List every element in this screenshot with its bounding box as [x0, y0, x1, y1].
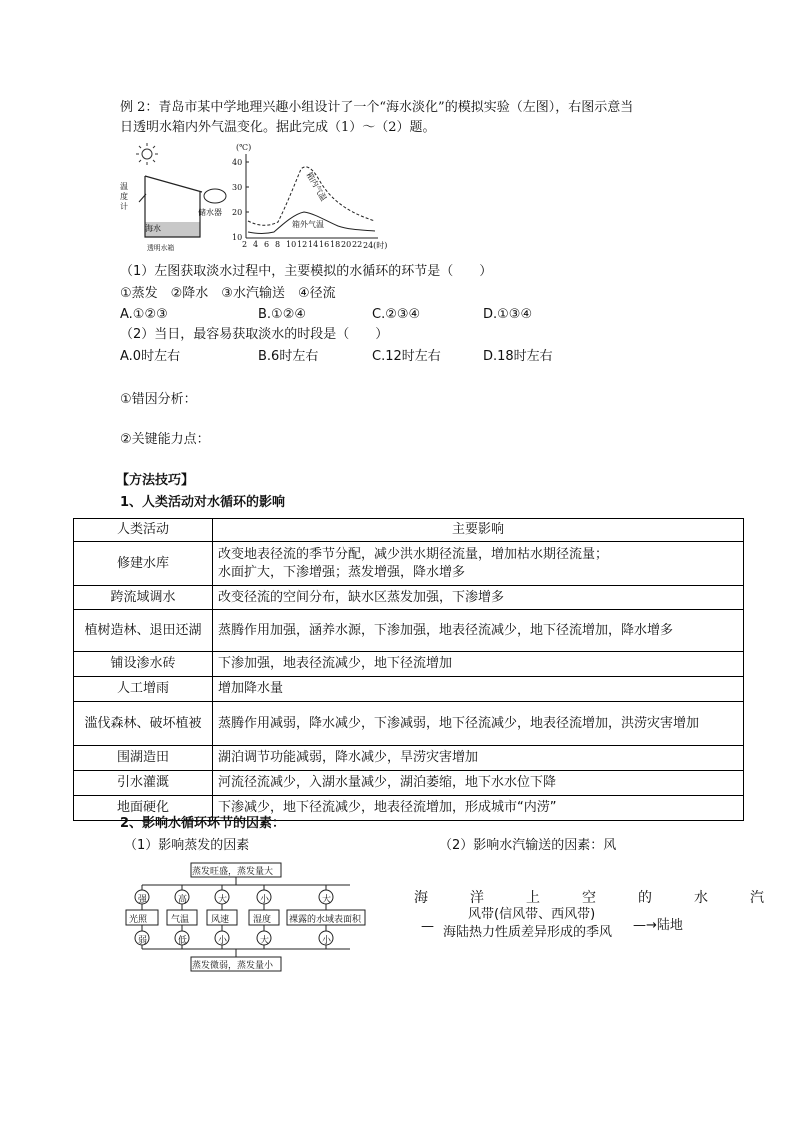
row-effect-line: 水面扩大，下渗增强；蒸发增强，降水增多 — [218, 564, 466, 580]
row-effect — [213, 542, 744, 586]
x-tick: 6 — [264, 240, 270, 249]
q1-option-c: C.②③④ — [372, 307, 421, 322]
high-wind: 大 — [218, 895, 228, 905]
low-surface: 小 — [322, 936, 332, 946]
to-land-arrow: —→陆地 — [633, 918, 683, 933]
thermometer-label: 温度计 — [120, 182, 128, 211]
section-1-title: 1、人类活动对水循环的影响 — [120, 495, 286, 510]
q1-option-a: A.①②③ — [120, 307, 168, 322]
collector-label: 储水器 — [198, 208, 222, 217]
row-activity: 跨流域调水 — [74, 586, 213, 610]
x-tick: 24(时) — [363, 241, 388, 250]
q2-option-b: B.6时左右 — [258, 349, 319, 364]
q1-items: ①蒸发 ②降水 ③水汽输送 ④径流 — [120, 286, 336, 301]
vapor-title: （2）影响水汽输送的因素：风 — [439, 838, 617, 853]
q2-option-a: A.0时左右 — [120, 349, 181, 364]
low-wind: 小 — [218, 936, 228, 946]
vapor-char: 水 — [694, 890, 708, 906]
x-tick: 2 — [242, 240, 248, 249]
row-effect: 湖泊调节功能减弱，降水减少，旱涝灾害增加 — [213, 746, 744, 771]
tank-label: 透明水箱 — [147, 243, 175, 252]
outside-temp-label: 箱外气温 — [292, 220, 324, 229]
x-tick: 18 — [330, 240, 341, 249]
q1-option-d: D.①③④ — [483, 307, 533, 322]
wind-belt-label: 风带(信风带、西风带) — [468, 907, 596, 922]
header-effect: 主要影响 — [213, 519, 744, 542]
vapor-dash: — — [421, 919, 434, 934]
q2-option-d: D.18时左右 — [483, 349, 553, 364]
row-effect: 增加降水量 — [213, 677, 744, 702]
high-temp: 高 — [178, 895, 188, 905]
x-tick: 12 — [297, 240, 308, 249]
x-tick: 14 — [308, 240, 319, 249]
x-tick: 16 — [319, 240, 330, 249]
y-tick-40: 40 — [232, 158, 243, 167]
factor-wind: 风速 — [211, 915, 230, 925]
x-tick: 8 — [275, 240, 281, 249]
q2-option-c: C.12时左右 — [372, 349, 441, 364]
header-activity: 人类活动 — [74, 519, 213, 542]
row-effect: 改变径流的空间分布，缺水区蒸发加强，下渗增多 — [213, 586, 744, 610]
factor-humidity: 湿度 — [253, 915, 272, 925]
y-tick-30: 30 — [232, 183, 243, 192]
section-2-title: 2、影响水循环环节的因素： — [120, 816, 286, 831]
experiment-figure — [118, 140, 230, 260]
q1-option-b: B.①②④ — [258, 307, 307, 322]
high-surface: 大 — [322, 895, 332, 905]
y-tick-10: 10 — [232, 233, 243, 242]
row-effect: 河流径流减少，入湖水量减少，湖泊萎缩，地下水水位下降 — [213, 771, 744, 796]
low-temp: 低 — [178, 936, 188, 946]
row-activity: 修建水库 — [74, 542, 213, 586]
vapor-char: 汽 — [750, 890, 764, 906]
vapor-char: 洋 — [470, 890, 484, 906]
x-tick: 22 — [352, 240, 363, 249]
evaporation-title: （1）影响蒸发的因素 — [124, 838, 250, 853]
factor-temperature: 气温 — [171, 915, 190, 925]
y-tick-20: 20 — [232, 208, 243, 217]
table-row — [74, 746, 744, 771]
vapor-char: 的 — [638, 890, 652, 906]
table-row — [74, 702, 744, 746]
row-effect-line: 改变地表径流的季节分配，减少洪水期径流量，增加枯水期径流量； — [218, 546, 609, 562]
low-light: 弱 — [138, 936, 148, 946]
chart-unit: (℃) — [236, 143, 252, 152]
low-humidity: 大 — [260, 936, 270, 946]
row-effect: 下渗加强，地表径流减少，地下径流增加 — [213, 652, 744, 677]
row-activity: 植树造林、退田还湖 — [74, 610, 213, 652]
high-light: 强 — [138, 895, 148, 905]
row-effect: 蒸腾作用减弱，降水减少，下渗减弱，地下径流减少，地表径流增加，洪涝灾害增加 — [213, 702, 744, 746]
row-activity: 地面硬化 — [74, 796, 213, 821]
row-effect: 蒸腾作用加强，涵养水源，下渗加强，地表径流减少，地下径流增加，降水增多 — [213, 610, 744, 652]
error-analysis-label: ①错因分析： — [120, 392, 197, 407]
factor-light: 光照 — [129, 915, 148, 925]
example-line-1: 例 2：青岛市某中学地理兴趣小组设计了一个“海水淡化”的模拟实验（左图），右图示意当 — [120, 100, 634, 115]
table-row — [74, 771, 744, 796]
row-activity: 引水灌溉 — [74, 771, 213, 796]
vapor-line-1 — [414, 887, 764, 907]
row-activity: 铺设渗水砖 — [74, 652, 213, 677]
factor-water-surface: 裸露的水域表面积 — [289, 915, 362, 925]
evap-top-label: 蒸发旺盛，蒸发量大 — [192, 867, 274, 877]
table-row — [74, 677, 744, 702]
row-activity: 人工增雨 — [74, 677, 213, 702]
evap-bottom-label: 蒸发微弱，蒸发量小 — [192, 961, 274, 971]
inside-temp-label: 箱内气温 — [304, 170, 329, 203]
q1-stem: （1）左图获取淡水过程中，主要模拟的水循环的环节是（ ） — [120, 264, 493, 279]
table-row — [74, 586, 744, 610]
vapor-char: 空 — [582, 890, 596, 906]
example-line-2: 日透明水箱内外气温变化。据此完成（1）～（2）题。 — [120, 120, 436, 135]
sun-icon — [136, 143, 158, 165]
vapor-char: 上 — [526, 890, 540, 906]
row-effect: 下渗减少，地下径流减少，地表径流增加，形成城市“内涝” — [213, 796, 744, 821]
x-tick: 10 — [286, 240, 297, 249]
table-row — [74, 610, 744, 652]
vapor-char: 海 — [414, 890, 428, 906]
table-row — [74, 542, 744, 586]
seawater-label: 海水 — [145, 224, 161, 233]
row-activity: 滥伐森林、破坏植被 — [74, 702, 213, 746]
high-humidity: 小 — [260, 895, 270, 905]
x-ticks — [242, 240, 387, 251]
q2-stem: （2）当日，最容易获取淡水的时段是（ ） — [120, 327, 389, 342]
human-activity-table — [73, 518, 744, 821]
method-heading: 【方法技巧】 — [116, 473, 195, 488]
monsoon-label: 海陆热力性质差异形成的季风 — [443, 925, 613, 940]
x-tick: 20 — [341, 240, 352, 249]
row-activity: 围湖造田 — [74, 746, 213, 771]
table-row — [74, 652, 744, 677]
key-ability-label: ②关键能力点： — [120, 432, 210, 447]
table-header-row — [74, 519, 744, 542]
x-tick: 4 — [253, 240, 259, 249]
